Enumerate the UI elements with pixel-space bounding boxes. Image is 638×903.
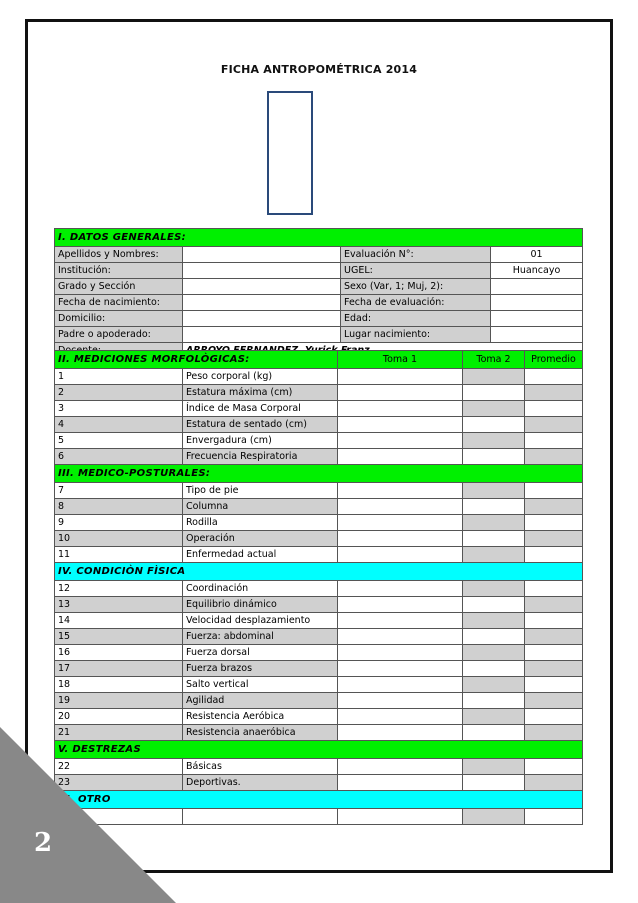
field-nacimiento[interactable]	[183, 295, 341, 311]
cell-promedio[interactable]	[525, 759, 583, 775]
photo-box	[267, 91, 313, 215]
row-label: Equilibrio dinámico	[183, 597, 338, 613]
label-institucion: Institución:	[55, 263, 183, 279]
row-number: 8	[55, 499, 183, 515]
row-label: Velocidad desplazamiento	[183, 613, 338, 629]
row-number: 14	[55, 613, 183, 629]
row-label: Enfermedad actual	[183, 547, 338, 563]
cell-toma1[interactable]	[338, 581, 463, 597]
table-row	[55, 547, 583, 563]
cell-promedio[interactable]	[525, 433, 583, 449]
row-number: 24	[55, 809, 183, 825]
row-label: Resistencia anaeróbica	[183, 725, 338, 741]
cell-toma2[interactable]	[463, 515, 525, 531]
row-number: 15	[55, 629, 183, 645]
cell-toma2[interactable]	[463, 677, 525, 693]
table-row	[55, 693, 583, 709]
row-number: 7	[55, 483, 183, 499]
cell-toma1[interactable]	[338, 725, 463, 741]
table-row	[55, 661, 583, 677]
cell-promedio[interactable]	[525, 385, 583, 401]
cell-promedio[interactable]	[525, 499, 583, 515]
label-edad: Edad:	[341, 311, 491, 327]
cell-toma1[interactable]	[338, 417, 463, 433]
cell-promedio[interactable]	[525, 547, 583, 563]
cell-promedio[interactable]	[525, 401, 583, 417]
row-label: Frecuencia Respiratoria	[183, 449, 338, 465]
table-row	[55, 385, 583, 401]
table-row	[55, 449, 583, 465]
table-row	[55, 709, 583, 725]
row-number: 21	[55, 725, 183, 741]
row-label: Peso corporal (kg)	[183, 369, 338, 385]
row-label: Agilidad	[183, 693, 338, 709]
label-nacimiento: Fecha de nacimiento:	[55, 295, 183, 311]
cell-toma2[interactable]	[463, 629, 525, 645]
cell-toma1[interactable]	[338, 433, 463, 449]
cell-toma2[interactable]	[463, 547, 525, 563]
row-label: Básicas	[183, 759, 338, 775]
cell-toma2[interactable]	[463, 645, 525, 661]
row-number: 10	[55, 531, 183, 547]
col-toma2: Toma 2	[463, 351, 525, 369]
field-edad[interactable]	[491, 311, 583, 327]
row-number: 5	[55, 433, 183, 449]
table-row	[55, 433, 583, 449]
row-number: 1	[55, 369, 183, 385]
row-label: Deportivas.	[183, 775, 338, 791]
row-number: 22	[55, 759, 183, 775]
cell-toma2[interactable]	[463, 759, 525, 775]
cell-toma1[interactable]	[338, 809, 463, 825]
page-title: FICHA ANTROPOMÉTRICA 2014	[220, 63, 418, 76]
cell-toma1[interactable]	[338, 759, 463, 775]
section-fisica: IV. CONDICIÒN FÌSICA	[55, 563, 583, 581]
cell-toma1[interactable]	[338, 597, 463, 613]
label-evaluacion: Evaluación N°:	[341, 247, 491, 263]
row-number: 9	[55, 515, 183, 531]
cell-promedio[interactable]	[525, 515, 583, 531]
cell-toma1[interactable]	[338, 499, 463, 515]
cell-toma1[interactable]	[338, 483, 463, 499]
cell-toma1[interactable]	[338, 547, 463, 563]
label-sexo: Sexo (Var, 1; Muj, 2):	[341, 279, 491, 295]
row-number: 20	[55, 709, 183, 725]
cell-toma2[interactable]	[463, 449, 525, 465]
field-fecha-eval[interactable]	[491, 295, 583, 311]
cell-promedio[interactable]	[525, 709, 583, 725]
row-label: Envergadura (cm)	[183, 433, 338, 449]
table-row	[55, 677, 583, 693]
cell-promedio[interactable]	[525, 613, 583, 629]
section-destrezas: V. DESTREZAS	[55, 741, 583, 759]
table-row	[55, 515, 583, 531]
row-number: 4	[55, 417, 183, 433]
cell-toma1[interactable]	[338, 661, 463, 677]
row-number: 16	[55, 645, 183, 661]
label-lugar: Lugar nacimiento:	[341, 327, 491, 343]
row-number: 2	[55, 385, 183, 401]
row-label: Tipo de pie	[183, 483, 338, 499]
cell-toma1[interactable]	[338, 449, 463, 465]
field-lugar[interactable]	[491, 327, 583, 343]
cell-toma1[interactable]	[338, 385, 463, 401]
section-otro: VI. OTRO	[55, 791, 583, 809]
row-label: Coordinación	[183, 581, 338, 597]
cell-toma2[interactable]	[463, 693, 525, 709]
row-label: Salto vertical	[183, 677, 338, 693]
cell-promedio[interactable]	[525, 531, 583, 547]
cell-toma1[interactable]	[338, 645, 463, 661]
cell-toma1[interactable]	[338, 709, 463, 725]
row-number: 11	[55, 547, 183, 563]
cell-toma1[interactable]	[338, 401, 463, 417]
field-institucion[interactable]	[183, 263, 341, 279]
col-promedio: Promedio	[525, 351, 583, 369]
row-label: Fuerza: abdominal	[183, 629, 338, 645]
field-sexo[interactable]	[491, 279, 583, 295]
cell-promedio[interactable]	[525, 693, 583, 709]
cell-toma2[interactable]	[463, 581, 525, 597]
cell-promedio[interactable]	[525, 677, 583, 693]
cell-toma1[interactable]	[338, 677, 463, 693]
label-padre: Padre o apoderado:	[55, 327, 183, 343]
row-number: 18	[55, 677, 183, 693]
cell-promedio[interactable]	[525, 725, 583, 741]
cell-promedio[interactable]	[525, 449, 583, 465]
cell-toma2[interactable]	[463, 385, 525, 401]
row-number: 19	[55, 693, 183, 709]
row-label	[183, 809, 338, 825]
label-domicilio: Domicilio:	[55, 311, 183, 327]
form-table	[54, 228, 583, 359]
row-number: 12	[55, 581, 183, 597]
cell-toma2[interactable]	[463, 725, 525, 741]
row-label: Estatura de sentado (cm)	[183, 417, 338, 433]
row-label: Estatura máxima (cm)	[183, 385, 338, 401]
cell-promedio[interactable]	[525, 629, 583, 645]
cell-promedio[interactable]	[525, 809, 583, 825]
cell-toma1[interactable]	[338, 515, 463, 531]
table-row	[55, 417, 583, 433]
cell-toma2[interactable]	[463, 499, 525, 515]
table-row	[55, 401, 583, 417]
row-number: 3	[55, 401, 183, 417]
cell-toma2[interactable]	[463, 417, 525, 433]
table-row	[55, 499, 583, 515]
cell-promedio[interactable]	[525, 775, 583, 791]
cell-promedio[interactable]	[525, 645, 583, 661]
row-label: Resistencia Aeróbica	[183, 709, 338, 725]
cell-toma2[interactable]	[463, 531, 525, 547]
col-toma1: Toma 1	[338, 351, 463, 369]
cell-toma2[interactable]	[463, 433, 525, 449]
row-number: 23	[55, 775, 183, 791]
field-ugel[interactable]: Huancayo	[491, 263, 583, 279]
table-row	[55, 531, 583, 547]
cell-toma2[interactable]	[463, 401, 525, 417]
cell-toma1[interactable]	[338, 775, 463, 791]
section-morfologicas: II. MEDICIONES MORFOLÒGICAS:	[55, 351, 338, 369]
cell-toma2[interactable]	[463, 809, 525, 825]
label-apellidos: Apellidos y Nombres:	[55, 247, 183, 263]
table-row	[55, 645, 583, 661]
cell-promedio[interactable]	[525, 483, 583, 499]
row-label: Columna	[183, 499, 338, 515]
cell-toma1[interactable]	[338, 531, 463, 547]
row-label: Fuerza brazos	[183, 661, 338, 677]
row-label: Índice de Masa Corporal	[183, 401, 338, 417]
table-row	[55, 581, 583, 597]
cell-toma1[interactable]	[338, 693, 463, 709]
field-padre[interactable]	[183, 327, 341, 343]
row-label: Operación	[183, 531, 338, 547]
page-corner-triangle	[0, 727, 176, 903]
cell-toma2[interactable]	[463, 613, 525, 629]
field-evaluacion[interactable]: 01	[491, 247, 583, 263]
table-row	[55, 629, 583, 645]
cell-toma2[interactable]	[463, 775, 525, 791]
cell-toma1[interactable]	[338, 629, 463, 645]
cell-toma1[interactable]	[338, 613, 463, 629]
label-grado: Grado y Sección	[55, 279, 183, 295]
cell-toma2[interactable]	[463, 597, 525, 613]
field-domicilio[interactable]	[183, 311, 341, 327]
cell-promedio[interactable]	[525, 661, 583, 677]
table-row	[55, 597, 583, 613]
row-number: 13	[55, 597, 183, 613]
row-number: 17	[55, 661, 183, 677]
table-row	[55, 483, 583, 499]
row-label: Fuerza dorsal	[183, 645, 338, 661]
label-ugel: UGEL:	[341, 263, 491, 279]
cell-toma1[interactable]	[338, 369, 463, 385]
cell-promedio[interactable]	[525, 581, 583, 597]
section-medico: III. MEDICO-POSTURALES:	[55, 465, 583, 483]
cell-toma2[interactable]	[463, 661, 525, 677]
field-grado[interactable]	[183, 279, 341, 295]
table-row	[55, 613, 583, 629]
cell-toma2[interactable]	[463, 369, 525, 385]
section-datos-generales: I. DATOS GENERALES:	[55, 229, 583, 247]
cell-promedio[interactable]	[525, 417, 583, 433]
cell-toma2[interactable]	[463, 709, 525, 725]
cell-promedio[interactable]	[525, 597, 583, 613]
label-fecha-eval: Fecha de evaluación:	[341, 295, 491, 311]
page-number: 2	[34, 828, 53, 858]
table-row	[55, 369, 583, 385]
row-number: 6	[55, 449, 183, 465]
cell-toma2[interactable]	[463, 483, 525, 499]
cell-promedio[interactable]	[525, 369, 583, 385]
row-label: Rodilla	[183, 515, 338, 531]
field-apellidos[interactable]	[183, 247, 341, 263]
